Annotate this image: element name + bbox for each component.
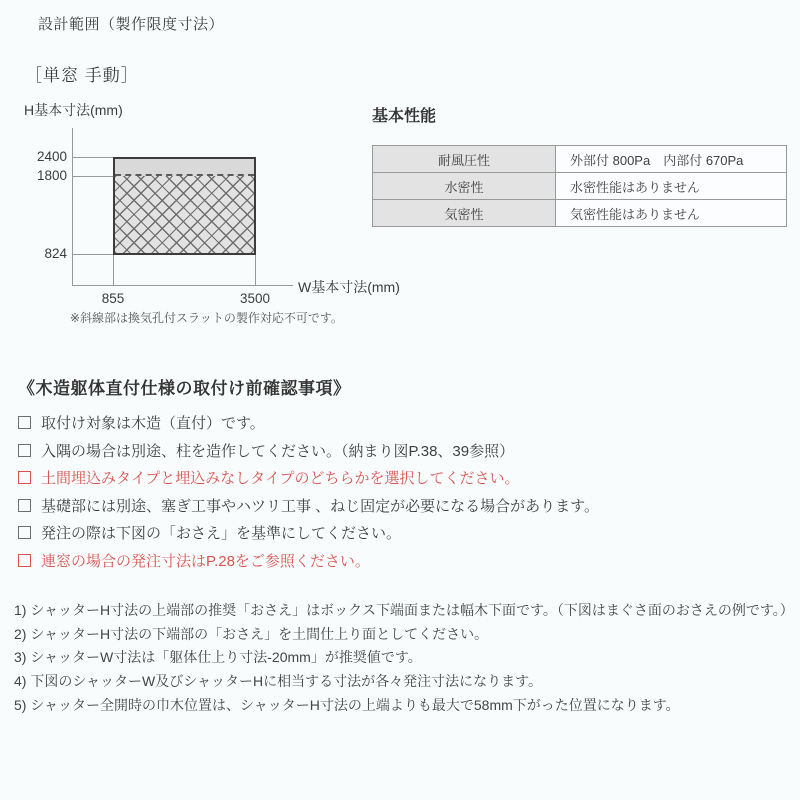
table-row: [373, 173, 787, 200]
checklist-item: [18, 409, 599, 437]
note-line: 1) シャッターH寸法の上端部の推奨「おさえ」はボックス下端面または幅木下面です。（下図はまぐさ面のおさえの例です。）: [14, 601, 794, 618]
checklist-item-label: 土間埋込みタイプと埋込みなしタイプのどちらかを選択してください。: [41, 470, 520, 488]
note-line: 3) シャッターW寸法は「躯体仕上り寸法-20mm」が推奨値です。: [14, 649, 422, 666]
row-value-watertightness: 水密性能はありません: [556, 173, 787, 200]
checklist-item: [18, 547, 599, 575]
checklist: [18, 409, 599, 574]
note-line: 5) シャッター全開時の巾木位置は、シャッターH寸法の上端よりも最大で58mm下がった位置になります。: [14, 697, 680, 714]
window-type-label: ［単窓 手動］: [25, 66, 139, 85]
note-line: 2) シャッターH寸法の下端部の「おさえ」を土間仕上り面としてください。: [14, 625, 489, 642]
x-tick-3500: 3500: [239, 291, 271, 306]
checklist-item: [18, 464, 599, 492]
note-line: 4) 下図のシャッターW及びシャッターHに相当する寸法が各々発注寸法になります。: [14, 673, 542, 690]
row-value-airtightness: 気密性能はありません: [556, 200, 787, 227]
row-label-airtightness: 気密性: [373, 200, 556, 227]
checklist-item-label: 入隅の場合は別途、柱を造作してください。（納まり図P.38、39参照）: [41, 442, 515, 460]
performance-section-title: 基本性能: [372, 108, 437, 125]
checkbox-icon: [18, 416, 31, 429]
table-row: [373, 200, 787, 227]
checklist-item: [18, 519, 599, 547]
ordering-notes: [14, 598, 794, 717]
plain-slat-only-band: [115, 159, 254, 176]
chart-y-axis-label: H基本寸法(mm): [24, 102, 123, 118]
y-tick-1800: 1800: [36, 168, 67, 183]
row-value-wind-pressure: 外部付 800Pa 内部付 670Pa: [556, 146, 787, 173]
checkbox-icon: [18, 554, 31, 567]
checkbox-icon: [18, 526, 31, 539]
y-tick-2400: 2400: [36, 149, 67, 164]
production-range-area: [113, 157, 256, 255]
y-tick-824: 824: [44, 246, 67, 261]
gridline-2400: [72, 157, 114, 158]
hatch-note: ※斜線部は換気孔付スラットの製作対応不可です。: [70, 311, 343, 325]
row-label-watertightness: 水密性: [373, 173, 556, 200]
checklist-item-label: 発注の際は下図の「おさえ」を基準にしてください。: [41, 525, 402, 543]
gridline-3500: [255, 255, 256, 285]
gridline-855: [113, 255, 114, 285]
checklist-item-label: 取付け対象は木造（直付）です。: [41, 415, 265, 433]
hatched-no-vent-slat-area: [115, 176, 254, 253]
checklist-item: [18, 492, 599, 520]
checkbox-icon: [18, 499, 31, 512]
gridline-824: [72, 254, 114, 255]
chart-x-axis-line: [72, 285, 293, 286]
checklist-heading: 《木造躯体直付仕様の取付け前確認事項》: [18, 379, 351, 398]
checklist-item-label: 基礎部には別途、塞ぎ工事やハツリ工事 、ねじ固定が必要になる場合があります。: [41, 497, 599, 515]
chart-x-axis-label: W基本寸法(mm): [298, 279, 400, 295]
performance-table: [372, 145, 787, 227]
checkbox-icon: [18, 471, 31, 484]
x-tick-855: 855: [101, 291, 125, 306]
checkbox-icon: [18, 444, 31, 457]
page-title: 設計範囲（製作限度寸法）: [38, 16, 225, 33]
checklist-item-label: 連窓の場合の発注寸法はP.28をご参照ください。: [41, 552, 370, 570]
gridline-1800: [72, 176, 114, 177]
table-row: [373, 146, 787, 173]
row-label-wind-pressure: 耐風圧性: [373, 146, 556, 173]
chart-y-axis-line: [72, 128, 73, 286]
checklist-item: [18, 437, 599, 465]
